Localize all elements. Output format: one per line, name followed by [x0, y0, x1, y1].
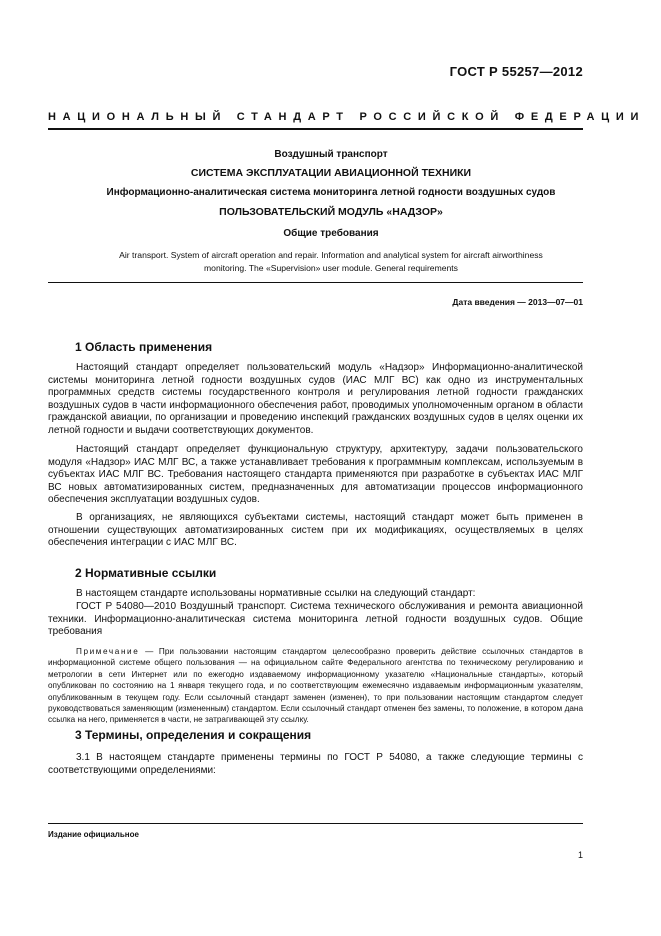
section-2-title: 2 Нормативные ссылки — [75, 566, 217, 580]
section-1-paragraph-2: Настоящий стандарт определяет функциональную структуру, архитектуру, задачи пользовательского модуля «Надзор» ИАС МЛГ ВС, а также устанавливает требования к программным комплексам, используемым в субъектах ИАС МЛГ ВС. Требования настоящего стандарта применяются при разработке в субъектах ИАС МЛГ ВС новых автоматизированных систем, предназначенных для автоматизации процессов информационного обеспечения эксплуатации воздушных судов. — [48, 444, 583, 506]
english-title — [48, 249, 614, 275]
section-1-title: 1 Область применения — [75, 340, 213, 354]
english-title-line-1: Air transport. System of aircraft operation and repair. Information and analytical system for aircraft airworthiness — [119, 250, 543, 260]
title-divider — [48, 282, 583, 283]
title-module: ПОЛЬЗОВАТЕЛЬСКИЙ МОДУЛЬ «НАДЗОР» — [219, 206, 443, 218]
section-1-paragraph-3: В организациях, не являющихся субъектами системы, настоящий стандарт может быть применен в отношении существующих автоматизированных систем при их модификациях, осуществляемых в целях обеспечения интеграции с ИАС МЛГ ВС. — [48, 512, 583, 549]
english-title-line-2: monitoring. The «Supervision» user module. General requirements — [204, 263, 458, 273]
title-requirements: Общие требования — [283, 228, 379, 239]
section-3-paragraph-1: 3.1 В настоящем стандарте применены термины по ГОСТ Р 54080, а также следующие термины с соответствующими определениями: — [48, 752, 583, 776]
document-code: ГОСТ Р 55257—2012 — [449, 64, 583, 79]
section-2-note — [48, 646, 583, 726]
section-1-paragraph-1: Настоящий стандарт определяет пользовательский модуль «Надзор» Информационно-аналитической системы мониторинга летной годности воздушных судов (ИАС МЛГ ВС) как одно из инструментальных программных средств системы государственного контроля и регулирования летной годности гражданских воздушных судов в части информационного обеспечения работ, проводимых уполномоченным органом в области гражданской авиации, по организации и проведению инспекций гражданских воздушных судов в целях оценки их летной годности и выдачи соответствующих документов. — [48, 362, 583, 436]
page-number: 1 — [577, 850, 583, 860]
introduction-date: Дата введения — 2013—07—01 — [452, 297, 583, 307]
section-2-reference: ГОСТ Р 54080—2010 Воздушный транспорт. Система технического обслуживания и ремонта авиационной техники. Информационно-аналитическая система мониторинга летной годности воздушных судов. Общие требования — [48, 601, 583, 638]
note-label: Примечание — [76, 647, 140, 656]
title-subsystem: Информационно-аналитическая система мониторинга летной годности воздушных судов — [106, 187, 556, 198]
footer-divider — [48, 823, 583, 824]
title-subject: Воздушный транспорт — [274, 149, 388, 160]
title-system: СИСТЕМА ЭКСПЛУАТАЦИИ АВИАЦИОННОЙ ТЕХНИКИ — [190, 167, 472, 179]
note-text: — При пользовании настоящим стандартом целесообразно проверить действие ссылочных стандартов в информационной системе общего пользования — на официальном сайте Федерального агентства по техническому регулированию и метрологии в сети Интернет или по ежегодно издаваемому информационному указателю «Национальные стандарты», который опубликован по состоянию на 1 января текущего года, и по соответствующим ежемесячно издаваемым информационным указателям, опубликованным в текущем году. Если ссылочный стандарт заменен (изменен), то при пользовании настоящим стандартом следует руководствоваться заменяющим (измененным) стандартом. Если ссылочный стандарт отменен без замены, то положение, в котором дана ссылка на него, применяется в части, не затрагивающей эту ссылку. — [48, 647, 583, 725]
header-divider — [48, 128, 583, 130]
section-2-paragraph-1: В настоящем стандарте использованы нормативные ссылки на следующий стандарт: — [76, 588, 476, 599]
national-standard-heading: НАЦИОНАЛЬНЫЙ СТАНДАРТ РОССИЙСКОЙ ФЕДЕРАЦИИ — [48, 111, 646, 123]
section-3-title: 3 Термины, определения и сокращения — [75, 728, 312, 742]
edition-label: Издание официальное — [48, 830, 139, 839]
